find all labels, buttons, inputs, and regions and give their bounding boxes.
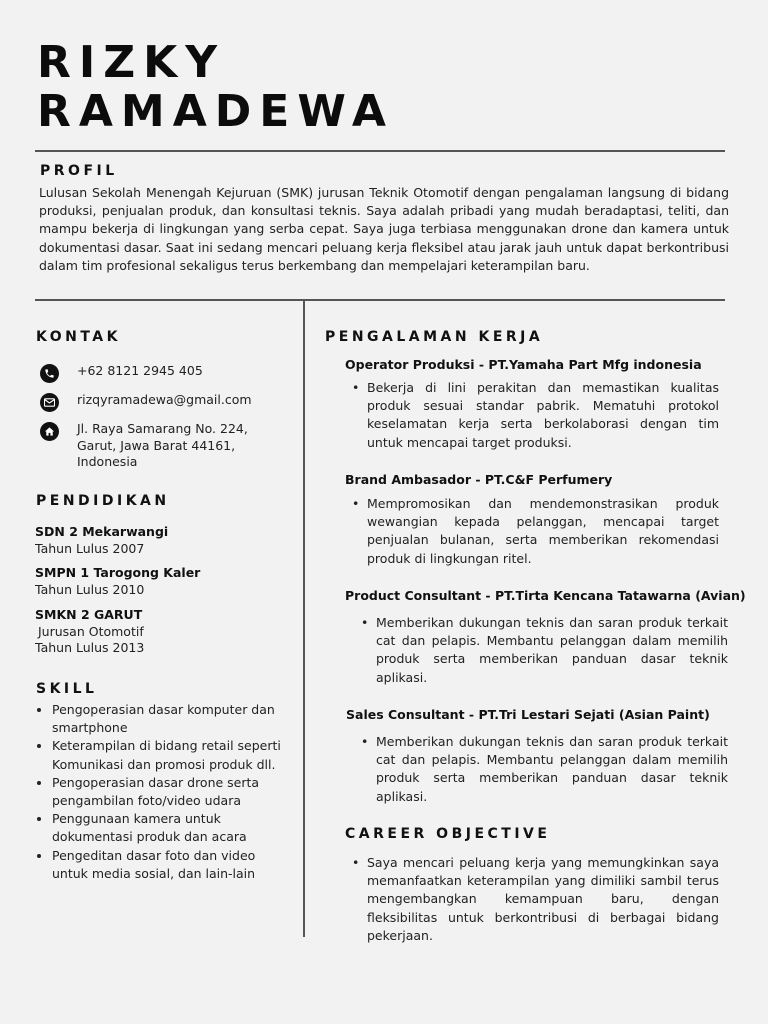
edu-year: Tahun Lulus 2010 [35, 582, 145, 597]
list-item: • Bekerja di lini perakitan dan memastikan kualitas produk sesuai standar pabrik. Mematuhi protokol keselamatan kerja serta berkolaborasi dengan tim untuk mencapai target produksi. [352, 380, 719, 450]
skill-heading: SKILL [36, 681, 98, 697]
bullet-icon: • [352, 855, 360, 870]
job-title: Brand Ambasador - PT.C&F Perfumery [345, 472, 613, 487]
list-item: • Penggunaan kamera untuk dokumentasi produk dan acara [52, 810, 282, 846]
edu-school: SMPN 1 Tarogong Kaler [35, 565, 201, 580]
candidate-name [37, 38, 394, 136]
job-description [361, 733, 728, 806]
pendidikan-heading: PENDIDIKAN [36, 493, 170, 509]
edu-year: Tahun Lulus 2013 [35, 640, 145, 655]
address-text: Jl. Raya Samarang No. 224, Garut, Jawa Barat 44161, Indonesia [77, 421, 248, 469]
job-description [361, 614, 728, 687]
bullet-icon: • [352, 496, 360, 511]
edu-school: SMKN 2 GARUT [35, 607, 143, 622]
skill-list [35, 701, 282, 883]
phone-text: +62 8121 2945 405 [77, 363, 203, 378]
mail-icon [40, 393, 59, 412]
first-name: RIZKY [37, 37, 226, 88]
list-item: • Pengoperasian dasar komputer dan smartphone [52, 701, 282, 737]
top-divider [35, 150, 725, 152]
bullet-icon: • [352, 380, 360, 395]
last-name: RAMADEWA [37, 86, 394, 137]
bullet-icon: • [361, 615, 369, 630]
home-icon [40, 422, 59, 441]
email-text[interactable]: rizqyramadewa@gmail.com [77, 392, 252, 407]
list-item: • Saya mencari peluang kerja yang memungkinkan saya memanfaatkan keterampilan yang dimiliki sambil terus mengembangkan kemampuan baru, dengan fleksibilitas untuk berkontribusi di berbagai bidang pekerjaan. [352, 855, 719, 943]
edu-major: Jurusan Otomotif [38, 624, 144, 639]
kontak-heading: KONTAK [36, 329, 121, 345]
career-text [352, 854, 719, 945]
edu-school: SDN 2 Mekarwangi [35, 524, 169, 539]
phone-icon [40, 364, 59, 383]
career-heading: CAREER OBJECTIVE [345, 826, 551, 842]
profil-heading: PROFIL [40, 163, 118, 179]
list-item: • Mempromosikan dan mendemonstrasikan produk wewangian kepada pelanggan, mencapai target penjualan bulanan, serta memberikan rekomendasi produk di lingkungan ritel. [352, 496, 719, 566]
column-divider [303, 301, 305, 937]
list-item: • Pengoperasian dasar drone serta pengambilan foto/video udara [52, 774, 282, 810]
profil-text: Lulusan Sekolah Menengah Kejuruan (SMK) jurusan Teknik Otomotif dengan pengalaman langsung di bidang produksi, penjualan produk, dan konsultasi teknis. Saya adalah pribadi yang mudah beradaptasi, teliti, dan mampu bekerja di lingkungan yang serba cepat. Saya juga terbiasa menggunakan drone dan kamera untuk dokumentasi dasar. Saat ini sedang mencari peluang kerja fleksibel atau jarak jauh untuk dapat berkontribusi dalam tim profesional sekaligus terus berkembang dan mempelajari keterampilan baru. [39, 185, 729, 273]
list-item: • Pengeditan dasar foto dan video untuk media sosial, dan lain-lain [52, 847, 282, 883]
edu-year: Tahun Lulus 2007 [35, 541, 145, 556]
job-description [352, 379, 719, 452]
list-item: • Memberikan dukungan teknis dan saran produk terkait cat dan pelapis. Membantu pelanggan dalam memilih produk serta memberikan panduan dasar teknik aplikasi. [361, 734, 728, 804]
job-title: Sales Consultant - PT.Tri Lestari Sejati (Asian Paint) [346, 707, 710, 722]
bullet-icon: • [361, 734, 369, 749]
mid-divider [35, 299, 725, 301]
job-title: Product Consultant - PT.Tirta Kencana Tatawarna (Avian) [345, 588, 746, 603]
list-item: • Keterampilan di bidang retail seperti Komunikasi dan promosi produk dll. [52, 737, 282, 773]
list-item: • Memberikan dukungan teknis dan saran produk terkait cat dan pelapis. Membantu pelanggan dalam memilih produk serta memberikan panduan dasar teknik aplikasi. [361, 615, 728, 685]
job-description [352, 495, 719, 568]
pengalaman-heading: PENGALAMAN KERJA [325, 329, 544, 345]
job-title: Operator Produksi - PT.Yamaha Part Mfg indonesia [345, 357, 702, 372]
